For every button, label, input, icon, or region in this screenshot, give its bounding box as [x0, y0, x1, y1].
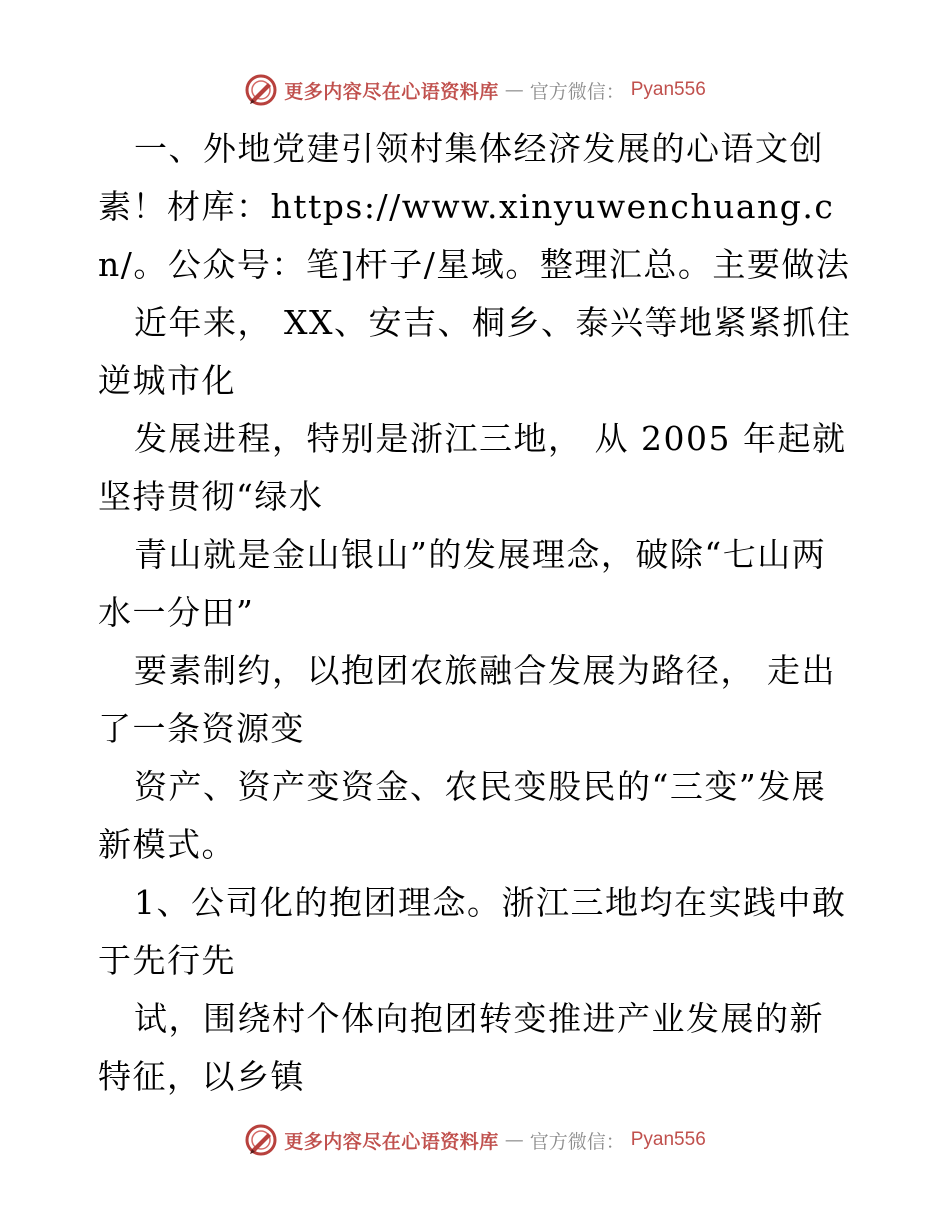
- document-body: [98, 120, 858, 1106]
- watermark-footer: [0, 1120, 950, 1160]
- paragraph: 资产、资产变资金、农民变股民的“三变”发展新模式。: [98, 767, 827, 864]
- watermark-brand: 更多内容尽在心语资料库: [284, 1130, 499, 1153]
- watermark-brand: 更多内容尽在心语资料库: [284, 80, 499, 103]
- paragraph: 发展进程，特别是浙江三地， 从 2005 年起就坚持贯彻“绿水: [98, 419, 847, 516]
- watermark-header: [0, 70, 950, 110]
- watermark-separator: —: [504, 1129, 524, 1151]
- watermark-official-label: 官方微信：: [529, 1130, 625, 1153]
- paragraph: 试，围绕村个体向抱团转变推进产业发展的新特征，以乡镇: [98, 999, 824, 1096]
- pen-logo-icon: [244, 1123, 278, 1157]
- pen-logo-icon: [244, 73, 278, 107]
- paragraph: 要素制约，以抱团农旅融合发展为路径， 走出了一条资源变: [98, 651, 836, 748]
- paragraph: 青山就是金山银山”的发展理念，破除“七山两水一分田”: [98, 535, 827, 632]
- watermark-official-label: 官方微信：: [529, 80, 625, 103]
- watermark-handle: Pyan556: [630, 79, 706, 100]
- paragraph: 一、外地党建引领村集体经济发展的心语文创素！材库：https://www.xinyuwenchuang.cn/。公众号：笔]杆子/星域。整理汇总。主要做法: [98, 129, 851, 284]
- watermark-handle: Pyan556: [630, 1129, 706, 1150]
- paragraph: 1、公司化的抱团理念。浙江三地均在实践中敢于先行先: [98, 883, 847, 980]
- watermark-separator: —: [504, 79, 524, 101]
- paragraph: 近年来， XX、安吉、桐乡、泰兴等地紧紧抓住逆城市化: [98, 303, 852, 400]
